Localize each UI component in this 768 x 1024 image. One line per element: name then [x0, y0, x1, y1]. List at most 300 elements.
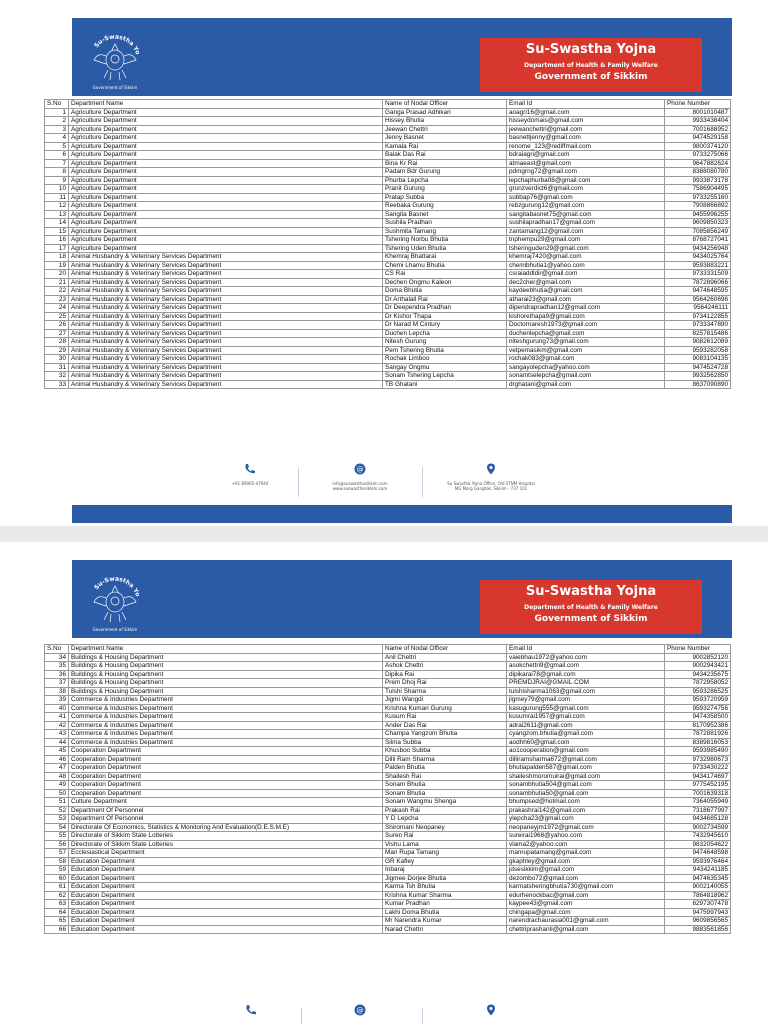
department-subtitle: Department of Health & Family Welfare	[524, 604, 658, 611]
cell-phone: 7001688952	[665, 125, 731, 134]
cell-phone: 9434256948	[665, 244, 731, 253]
table-row	[45, 312, 731, 321]
cell-phone: 9883561856	[665, 925, 731, 934]
cell-phone: 9455996255	[665, 210, 731, 219]
cell-officer: Tshering Uden Bhutia	[383, 244, 507, 253]
cell-email: hisseydomais@gmail.com	[507, 117, 665, 126]
cell-sno: 41	[45, 713, 69, 722]
cell-sno: 26	[45, 321, 69, 330]
cell-sno: 59	[45, 866, 69, 875]
cell-department: Directorate of Sikkim State Lotteries	[69, 840, 383, 849]
cell-email: niteshgurung73@gmail.com	[507, 338, 665, 347]
cell-sno: 60	[45, 874, 69, 883]
cell-phone: 9564260696	[665, 295, 731, 304]
footer-email	[300, 463, 420, 491]
table-body	[45, 653, 731, 934]
cell-department: Agriculture Department	[69, 134, 383, 143]
cell-sno: 48	[45, 772, 69, 781]
cell-department: Agriculture Department	[69, 185, 383, 194]
cell-officer: Krishna Kumari Gurung	[383, 704, 507, 713]
cell-department: Commerce & Industries Department	[69, 696, 383, 705]
cell-department: Animal Husbandry & Veterinary Services Department	[69, 355, 383, 364]
cell-sno: 56	[45, 840, 69, 849]
table-row	[45, 244, 731, 253]
cell-email: sonamtselepcha@gmail.com	[507, 372, 665, 381]
cell-phone: 9647882624	[665, 159, 731, 168]
cell-department: Buildings & Housing Department	[69, 653, 383, 662]
cell-department: Animal Husbandry & Veterinary Services Department	[69, 287, 383, 296]
cell-phone: 9932562850	[665, 372, 731, 381]
table-row	[45, 117, 731, 126]
table-row	[45, 781, 731, 790]
cell-officer: Sonam Bhutia	[383, 781, 507, 790]
cell-officer: Prakash Rai	[383, 806, 507, 815]
cell-officer: Sonam Bhutia	[383, 789, 507, 798]
cell-department: Commerce & Industries Department	[69, 704, 383, 713]
cell-sno: 40	[45, 704, 69, 713]
footer-phone	[215, 463, 285, 486]
table-row	[45, 917, 731, 926]
cell-email: jigmey79@gmail.com	[507, 696, 665, 705]
cell-phone: 9474648598	[665, 849, 731, 858]
cell-phone: 9732980673	[665, 755, 731, 764]
phone-icon	[244, 463, 256, 475]
table-row	[45, 380, 731, 389]
cell-officer: Ashok Chettri	[383, 662, 507, 671]
cell-department: Agriculture Department	[69, 219, 383, 228]
footer-address	[430, 463, 552, 491]
cell-phone: 9775452195	[665, 781, 731, 790]
cell-phone: 9474648595	[665, 287, 731, 296]
cell-sno: 35	[45, 662, 69, 671]
table-row	[45, 832, 731, 841]
cell-department: Agriculture Department	[69, 202, 383, 211]
cell-email: sonambhutia50@gmail.com	[507, 789, 665, 798]
cell-email: Doctornaresh1973@gmail.com	[507, 321, 665, 330]
cell-department: Culture Department	[69, 798, 383, 807]
cell-phone: 9564246111	[665, 304, 731, 313]
cell-phone: 9593985490	[665, 747, 731, 756]
table-row	[45, 857, 731, 866]
cell-phone: 9434174697	[665, 772, 731, 781]
cell-department: Cooperation Department	[69, 781, 383, 790]
title-banner	[480, 580, 702, 634]
cell-officer: Prem Dhoj Rai	[383, 679, 507, 688]
cell-department: Agriculture Department	[69, 193, 383, 202]
cell-officer: Dr Narad M Cintury	[383, 321, 507, 330]
table-row	[45, 304, 731, 313]
cell-sno: 36	[45, 670, 69, 679]
table-row	[45, 287, 731, 296]
cell-officer: Kumar Pradhan	[383, 900, 507, 909]
cell-sno: 12	[45, 202, 69, 211]
cell-phone: 7364055949	[665, 798, 731, 807]
cell-email: tulshisharma1063@gmail.com	[507, 687, 665, 696]
cell-sno: 44	[45, 738, 69, 747]
cell-email: lepchaphurba08@gmail.com	[507, 176, 665, 185]
cell-email: PREMDJRAI@GMAIL.COM	[507, 679, 665, 688]
logo-arc-text: Su-Swastha Yo	[93, 575, 142, 598]
cell-email: neopaneyjm1972@gmail.com	[507, 823, 665, 832]
table-row	[45, 670, 731, 679]
cell-email: kusumrai1957@gmail.com	[507, 713, 665, 722]
cell-department: Animal Husbandry & Veterinary Services Department	[69, 346, 383, 355]
cell-phone: 8170952386	[665, 721, 731, 730]
cell-phone: 9933438404	[665, 117, 731, 126]
cell-department: Buildings & Housing Department	[69, 679, 383, 688]
table-row	[45, 372, 731, 381]
cell-sno: 23	[45, 295, 69, 304]
cell-phone: 9593282058	[665, 346, 731, 355]
cell-email: grunzverdict6@gmail.com	[507, 185, 665, 194]
cell-phone: 7586904495	[665, 185, 731, 194]
cell-sno: 34	[45, 653, 69, 662]
document-page-2	[0, 542, 768, 1024]
cell-email: sangayolepcha@yahoo.com	[507, 363, 665, 372]
cell-officer: Sushmita Tamang	[383, 227, 507, 236]
cell-email: prakashrai142@gmail.com	[507, 806, 665, 815]
cell-email: basnettjenny@gmail.com	[507, 134, 665, 143]
cell-email: shaileshmoromuirai@gmail.com	[507, 772, 665, 781]
cell-department: Commerce & Industries Department	[69, 721, 383, 730]
cell-email: chettriprashanti@gmail.com	[507, 925, 665, 934]
cell-department: Agriculture Department	[69, 151, 383, 160]
cell-sno: 64	[45, 908, 69, 917]
cell-email: narendrachaurasia001@gmail.com	[507, 917, 665, 926]
cell-phone: 7432945610	[665, 832, 731, 841]
table-row	[45, 108, 731, 117]
cell-department: Directorate Of Economics, Statistics & Monitoring And Evaluation(D.E.S.M.E)	[69, 823, 383, 832]
cell-officer: Duchen Lepcha	[383, 329, 507, 338]
cell-email: vetpemasikm@gmail.com	[507, 346, 665, 355]
cell-sno: 42	[45, 721, 69, 730]
cell-department: Education Department	[69, 925, 383, 934]
cell-officer: Dilli Ram Sharma	[383, 755, 507, 764]
cell-email: drghatani@gmail.com	[507, 380, 665, 389]
cell-email: khemraj7420@gmail.com	[507, 253, 665, 262]
table-row	[45, 168, 731, 177]
cell-officer: Dr Deependra Pradhan	[383, 304, 507, 313]
col-header-email: Email Id	[507, 645, 665, 654]
cell-sno: 52	[45, 806, 69, 815]
cell-sno: 13	[45, 210, 69, 219]
cell-sno: 66	[45, 925, 69, 934]
cell-phone: 9593883221	[665, 261, 731, 270]
cell-sno: 55	[45, 832, 69, 841]
cell-phone: 7872896066	[665, 278, 731, 287]
emblem-icon	[82, 566, 148, 632]
cell-department: Cooperation Department	[69, 747, 383, 756]
cell-phone: 9434685128	[665, 815, 731, 824]
cell-sno: 11	[45, 193, 69, 202]
cell-sno: 65	[45, 917, 69, 926]
cell-department: Department Of Personnel	[69, 815, 383, 824]
cell-department: Agriculture Department	[69, 176, 383, 185]
cell-phone: 9733255160	[665, 193, 731, 202]
table-row	[45, 730, 731, 739]
cell-department: Agriculture Department	[69, 236, 383, 245]
cell-department: Cooperation Department	[69, 764, 383, 773]
cell-officer: Kusum Rai	[383, 713, 507, 722]
cell-email: dipikarai78@gmail.com	[507, 670, 665, 679]
cell-officer: Anil Chettri	[383, 653, 507, 662]
cell-email: rebzgurung12@gmail.com	[507, 202, 665, 211]
cell-sno: 20	[45, 270, 69, 279]
cell-sno: 25	[45, 312, 69, 321]
footer-divider	[422, 467, 423, 497]
cell-department: Agriculture Department	[69, 125, 383, 134]
svg-text:@: @	[356, 465, 364, 474]
cell-phone: 8388080780	[665, 168, 731, 177]
table-row	[45, 193, 731, 202]
cell-department: Education Department	[69, 874, 383, 883]
cell-email: dilliramsharma672@gmail.com	[507, 755, 665, 764]
table-row	[45, 321, 731, 330]
cell-officer: Sonam Wangmu Shenga	[383, 798, 507, 807]
cell-sno: 8	[45, 168, 69, 177]
cell-officer: Doma Bhutia	[383, 287, 507, 296]
cell-sno: 31	[45, 363, 69, 372]
table-row	[45, 755, 731, 764]
cell-sno: 39	[45, 696, 69, 705]
table-row	[45, 866, 731, 875]
cell-phone: 8637090890	[665, 380, 731, 389]
table-row	[45, 747, 731, 756]
cell-phone: 9474635345	[665, 874, 731, 883]
cell-email: tsheringuden29@gmail.com	[507, 244, 665, 253]
cell-officer: Palden Bhutia	[383, 764, 507, 773]
cell-sno: 51	[45, 798, 69, 807]
cell-sno: 45	[45, 747, 69, 756]
table-row	[45, 772, 731, 781]
cell-email: manrupatamang@gmail.com	[507, 849, 665, 858]
table-row	[45, 338, 731, 347]
cell-sno: 15	[45, 227, 69, 236]
table-row	[45, 764, 731, 773]
footer-address-line1: Su Swastha Yojna Office, Old STNM Hospital	[447, 481, 535, 486]
cell-phone: 9434025764	[665, 253, 731, 262]
cell-phone: 9474524728	[665, 363, 731, 372]
col-header-department: Department Name	[69, 645, 383, 654]
cell-sno: 63	[45, 900, 69, 909]
cell-email: tnphempu29@gmail.com	[507, 236, 665, 245]
cell-phone: 9002943421	[665, 662, 731, 671]
cell-officer: Pratap Subba	[383, 193, 507, 202]
cell-officer: Dechen Ongmu Kaleon	[383, 278, 507, 287]
table-row	[45, 925, 731, 934]
cell-officer: Dr Kishor Thapa	[383, 312, 507, 321]
cell-sno: 7	[45, 159, 69, 168]
cell-department: Education Department	[69, 900, 383, 909]
cell-email: bhutiapalden587@gmail.com	[507, 764, 665, 773]
cell-officer: Padam Bdr Gurung	[383, 168, 507, 177]
table-row	[45, 125, 731, 134]
table-row	[45, 176, 731, 185]
cell-department: Commerce & Industries Department	[69, 730, 383, 739]
cell-phone: 7872881926	[665, 730, 731, 739]
cell-email: cyangzom.bhutia@gmail.com	[507, 730, 665, 739]
cell-email: chingapa@gmail.com	[507, 908, 665, 917]
cell-officer: Narad Chettri	[383, 925, 507, 934]
cell-sno: 9	[45, 176, 69, 185]
cell-officer: TB Ghatani	[383, 380, 507, 389]
cell-officer: GR Kafley	[383, 857, 507, 866]
footer-divider	[298, 467, 299, 497]
cell-officer: Bina Kr Rai	[383, 159, 507, 168]
table-row	[45, 329, 731, 338]
cell-phone: 9593976464	[665, 857, 731, 866]
cell-phone: 9733347890	[665, 321, 731, 330]
table-row	[45, 210, 731, 219]
cell-phone: 8389816053	[665, 738, 731, 747]
cell-phone: 9800374120	[665, 142, 731, 151]
cell-officer: Ganga Prasad Adhikari	[383, 108, 507, 117]
cell-sno: 17	[45, 244, 69, 253]
at-sign-icon	[354, 463, 366, 475]
cell-department: Agriculture Department	[69, 168, 383, 177]
table-row	[45, 227, 731, 236]
cell-department: Cooperation Department	[69, 772, 383, 781]
cell-officer: Pranit Gurung	[383, 185, 507, 194]
cell-sno: 3	[45, 125, 69, 134]
table-row	[45, 798, 731, 807]
table-row	[45, 900, 731, 909]
cell-email: csraiaddldir@gmail.com	[507, 270, 665, 279]
footer-divider	[422, 1008, 423, 1024]
cell-department: Buildings & Housing Department	[69, 670, 383, 679]
cell-email: ylepcha23@gmail.com	[507, 815, 665, 824]
cell-sno: 6	[45, 151, 69, 160]
cell-officer: Sangay Ongmu	[383, 363, 507, 372]
cell-officer: Inbaraj	[383, 866, 507, 875]
cell-department: Buildings & Housing Department	[69, 662, 383, 671]
table-row	[45, 236, 731, 245]
at-sign-icon	[354, 1004, 366, 1016]
table-row	[45, 874, 731, 883]
cell-department: Commerce & Industries Department	[69, 738, 383, 747]
logo-arc-text: Su-Swastha Yo	[93, 33, 142, 56]
cell-sno: 18	[45, 253, 69, 262]
cell-email: sureirai1968@yahoo.com	[507, 832, 665, 841]
table-row	[45, 823, 731, 832]
cell-email: chemibhutia1@yahoo.com	[507, 261, 665, 270]
cell-phone: 9474529158	[665, 134, 731, 143]
cell-officer: Mr Narendra Kumar	[383, 917, 507, 926]
cell-officer: CS Rai	[383, 270, 507, 279]
cell-officer: Karma Tsh Bhutia	[383, 883, 507, 892]
location-pin-icon	[485, 463, 497, 475]
table-row	[45, 346, 731, 355]
cell-email: rochak083@gmail.com	[507, 355, 665, 364]
cell-officer: Suren Rai	[383, 832, 507, 841]
table-row	[45, 891, 731, 900]
cell-email: karmatsheringbhutia730@gmail.com	[507, 883, 665, 892]
table-row	[45, 687, 731, 696]
cell-email: zantamang12@gmail.com	[507, 227, 665, 236]
cell-sno: 10	[45, 185, 69, 194]
cell-phone: 8001010487	[665, 108, 731, 117]
col-header-sno: S.No	[45, 100, 69, 109]
table-row	[45, 355, 731, 364]
cell-officer: Hissey Bhutia	[383, 117, 507, 126]
cell-officer: Champa Yangzom Bhutia	[383, 730, 507, 739]
cell-phone: 9002140055	[665, 883, 731, 892]
table-row	[45, 849, 731, 858]
table-row	[45, 696, 731, 705]
table-body	[45, 108, 731, 389]
phone-icon	[245, 1004, 257, 1016]
cell-phone: 9082612089	[665, 338, 731, 347]
cell-email: kaypee43@gmail.com	[507, 900, 665, 909]
cell-sno: 5	[45, 142, 69, 151]
cell-phone: 9475997943	[665, 908, 731, 917]
cell-officer: Silma Subba	[383, 738, 507, 747]
table-row	[45, 253, 731, 262]
department-subtitle: Department of Health & Family Welfare	[524, 62, 658, 69]
cell-email: dipendrapradhan12@gmail.com	[507, 304, 665, 313]
footer-divider	[301, 1008, 302, 1024]
cell-department: Commerce & Industries Department	[69, 713, 383, 722]
cell-department: Education Department	[69, 917, 383, 926]
table-row	[45, 142, 731, 151]
cell-phone: 9593720959	[665, 696, 731, 705]
nodal-officer-table	[44, 644, 731, 934]
cell-department: Cooperation Department	[69, 755, 383, 764]
cell-officer: Sangita Basnet	[383, 210, 507, 219]
cell-department: Animal Husbandry & Veterinary Services Department	[69, 338, 383, 347]
table-row	[45, 840, 731, 849]
cell-email: dec2cher@gmail.com	[507, 278, 665, 287]
cell-email: duchenlepcha@gmail.com	[507, 329, 665, 338]
cell-department: Animal Husbandry & Veterinary Services Department	[69, 295, 383, 304]
cell-officer: Phurba Lepcha	[383, 176, 507, 185]
cell-phone: 7864818962	[665, 891, 731, 900]
cell-officer: Jigmi Wangdi	[383, 696, 507, 705]
cell-sno: 50	[45, 789, 69, 798]
government-subtitle: Government of Sikkim	[534, 72, 648, 82]
cell-phone: 9002734599	[665, 823, 731, 832]
cell-email: aodhh60@gmail.com	[507, 738, 665, 747]
table-row	[45, 713, 731, 722]
cell-officer: Ander Das Rai	[383, 721, 507, 730]
cell-officer: Y D Lepcha	[383, 815, 507, 824]
cell-department: Animal Husbandry & Veterinary Services Department	[69, 270, 383, 279]
cell-email: dezombo72@gmail.com	[507, 874, 665, 883]
cell-phone: 8768727041	[665, 236, 731, 245]
table-row	[45, 202, 731, 211]
table-row	[45, 679, 731, 688]
cell-phone: 6297307478	[665, 900, 731, 909]
cell-officer: Man Rupa Tamang	[383, 849, 507, 858]
cell-phone: 9832054622	[665, 840, 731, 849]
cell-email: jdsesikkim@gmail.com	[507, 866, 665, 875]
cell-email: ao1cooperation@gmail.com	[507, 747, 665, 756]
cell-sno: 30	[45, 355, 69, 364]
table-row	[45, 815, 731, 824]
cell-department: Agriculture Department	[69, 117, 383, 126]
page-footer	[0, 1004, 768, 1024]
cell-email: adrai2611@gmail.com	[507, 721, 665, 730]
sikkim-emblem-logo	[82, 566, 148, 632]
table-row	[45, 789, 731, 798]
footer-phone	[245, 1004, 257, 1016]
cell-department: Education Department	[69, 857, 383, 866]
footer-bar	[72, 505, 732, 523]
cell-phone: 9609856565	[665, 917, 731, 926]
cell-sno: 2	[45, 117, 69, 126]
cell-officer: Dr Arthalall Rai	[383, 295, 507, 304]
table-row	[45, 134, 731, 143]
